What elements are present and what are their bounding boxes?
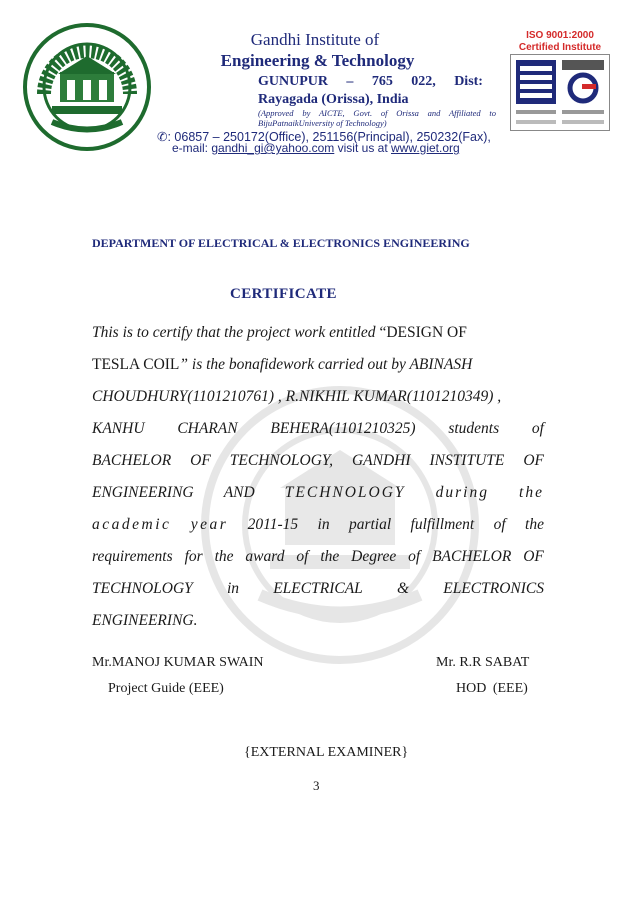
word: OF [190,452,211,469]
word: ELECTRICAL [273,580,363,597]
word: of [493,516,506,533]
word: for [184,548,203,565]
word: TECHNOLOGY [92,580,193,597]
word: Degree [351,548,397,565]
word: academic [92,516,172,533]
word: & [396,580,410,597]
paragraph-line [92,452,544,470]
hod-name: Mr. R.R SABAT [436,655,530,670]
word: BACHELOR [432,548,512,565]
paragraph-line [92,356,544,374]
paragraph-line [92,548,544,566]
word: the [519,484,544,501]
address-line-1 [258,74,483,90]
word: GANDHI [351,452,411,469]
word: BEHERA(1101210325) [270,420,416,437]
word: the [214,548,234,565]
word: during [435,484,489,501]
word: OF [523,452,544,469]
address-line-2: Rayagada (Orissa), India [258,92,409,107]
paragraph-line [92,516,544,534]
hod-role: HOD (EEE) [456,681,528,696]
address-part: 022, [411,74,436,89]
text-span: “DESIGN OF [379,324,467,341]
paragraph-line [92,484,544,502]
address-part: Dist: [454,74,483,89]
page-number: 3 [313,778,320,793]
text-span: ” is the bonafidework carried out by ABINASH [179,356,473,373]
approval-note: (Approved by AICTE, Govt. of Orissa and Affiliated to BijuPatnaikUniversity of Technology) [258,108,496,128]
word: in [317,516,330,533]
email-link[interactable]: gandhi_gi@yahoo.com [211,141,335,155]
address-part: 765 [371,74,393,89]
word: ENGINEERING [92,484,194,501]
paragraph-line [92,324,544,342]
word: 2011-15 [247,516,299,533]
visit-text: visit us at [337,141,388,155]
telephone-icon: ✆ [157,130,168,144]
website-link[interactable]: www.giet.org [391,141,460,155]
word: BACHELOR [92,452,172,469]
word: fulfillment [410,516,475,533]
word: of [531,420,544,437]
word: KANHU [92,420,145,437]
word: OF [523,548,544,565]
email-prefix: e-mail: [172,141,209,155]
address-part: – [346,74,354,89]
iso-label-subtitle: Certified Institute [518,42,602,53]
guide-name: Mr.MANOJ KUMAR SWAIN [92,655,264,670]
guide-role: Project Guide (EEE) [108,681,224,696]
word: TECHNOLOGY, [229,452,333,469]
word: TECHNOLOGY [284,484,406,501]
word: CHARAN [177,420,238,437]
paragraph-line [92,388,544,406]
word: the [525,516,544,533]
word: INSTITUTE [429,452,505,469]
word: partial [348,516,392,533]
paragraph-line [92,420,544,438]
word: of [408,548,421,565]
external-examiner-label: {EXTERNAL EXAMINER} [244,745,409,760]
word: award [245,548,285,565]
department-heading: DEPARTMENT OF ELECTRICAL & ELECTRONICS ENGINEERING [92,236,470,250]
word: year [190,516,229,533]
certificate-title: CERTIFICATE [230,286,337,302]
word: in [226,580,240,597]
paragraph-line [92,612,544,630]
institute-emblem-icon [22,22,152,152]
institute-name-subtitle: Engineering & Technology [220,51,415,70]
contact-email [172,141,460,155]
word: students [448,420,500,437]
paragraph-line [92,580,544,598]
word: ELECTRONICS [443,580,544,597]
text-span: ENGINEERING. [92,612,198,629]
word: AND [223,484,255,501]
word: requirements [92,548,173,565]
iso-certification-mark-icon [510,54,610,131]
text-span: CHOUDHURY(1101210761) , R.NIKHIL KUMAR(1101210349) , [92,388,502,405]
word: of [296,548,309,565]
text-span: This is to certify that the project work entitled [92,324,380,341]
institute-name: Gandhi Institute of [250,30,380,49]
iso-label: ISO 9001:2000 [526,30,594,41]
word: the [320,548,340,565]
address-part: GUNUPUR [258,74,328,89]
text-span: TESLA COIL [92,356,180,373]
phone-numbers: : 06857 – 250172(Office), 251156(Principal), 250232(Fax), [167,130,491,144]
